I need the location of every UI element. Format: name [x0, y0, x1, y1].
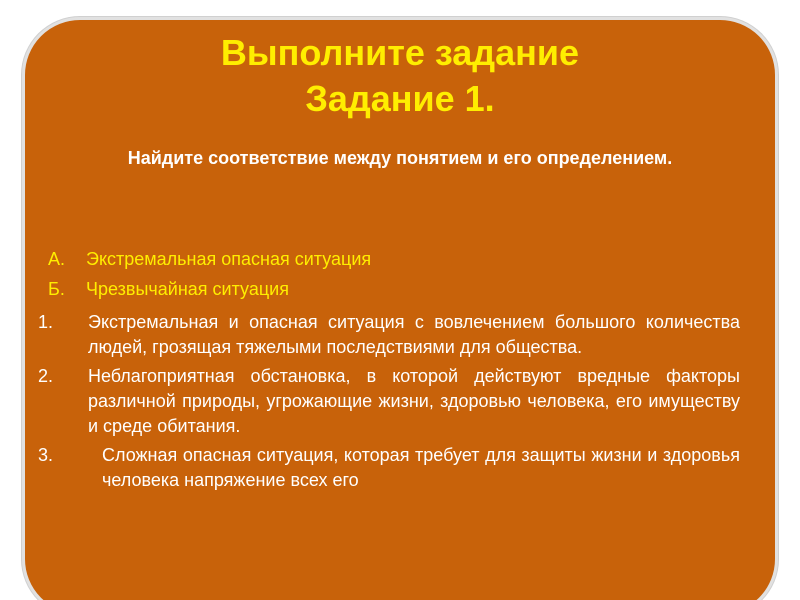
- concept-text: Экстремальная опасная ситуация: [86, 249, 372, 269]
- definition-item: [38, 310, 740, 360]
- concept-list: [48, 244, 748, 304]
- task-instruction: Найдите соответствие между понятием и его определением.: [127, 148, 673, 168]
- definition-number: 3.: [38, 445, 54, 465]
- concept-marker: А.: [48, 249, 66, 269]
- definition-item: [38, 364, 740, 439]
- definition-text: Сложная опасная ситуация, которая требует для защиты жизни и здоровья человека напряжение всех его: [102, 445, 740, 490]
- title-line-1: Выполните задание: [220, 32, 580, 73]
- definition-item: [38, 443, 740, 493]
- title-line-2: Задание 1.: [305, 78, 495, 119]
- concept-text: Чрезвычайная ситуация: [86, 279, 289, 299]
- concept-marker: Б.: [48, 279, 65, 299]
- concept-item: [48, 274, 748, 304]
- concept-item: [48, 244, 748, 274]
- definition-text: Неблагоприятная обстановка, в которой действуют вредные факторы различной природы, угрожающие жизни, здоровью человека, его имуществу и среде обитания.: [88, 366, 740, 436]
- definition-text: Экстремальная и опасная ситуация с вовлечением большого количества людей, грозящая тяжелыми последствиями для общества.: [88, 312, 740, 357]
- definition-number: 2.: [38, 366, 54, 386]
- definition-list: [38, 310, 740, 497]
- definition-number: 1.: [38, 312, 54, 332]
- slide-title: [0, 30, 800, 122]
